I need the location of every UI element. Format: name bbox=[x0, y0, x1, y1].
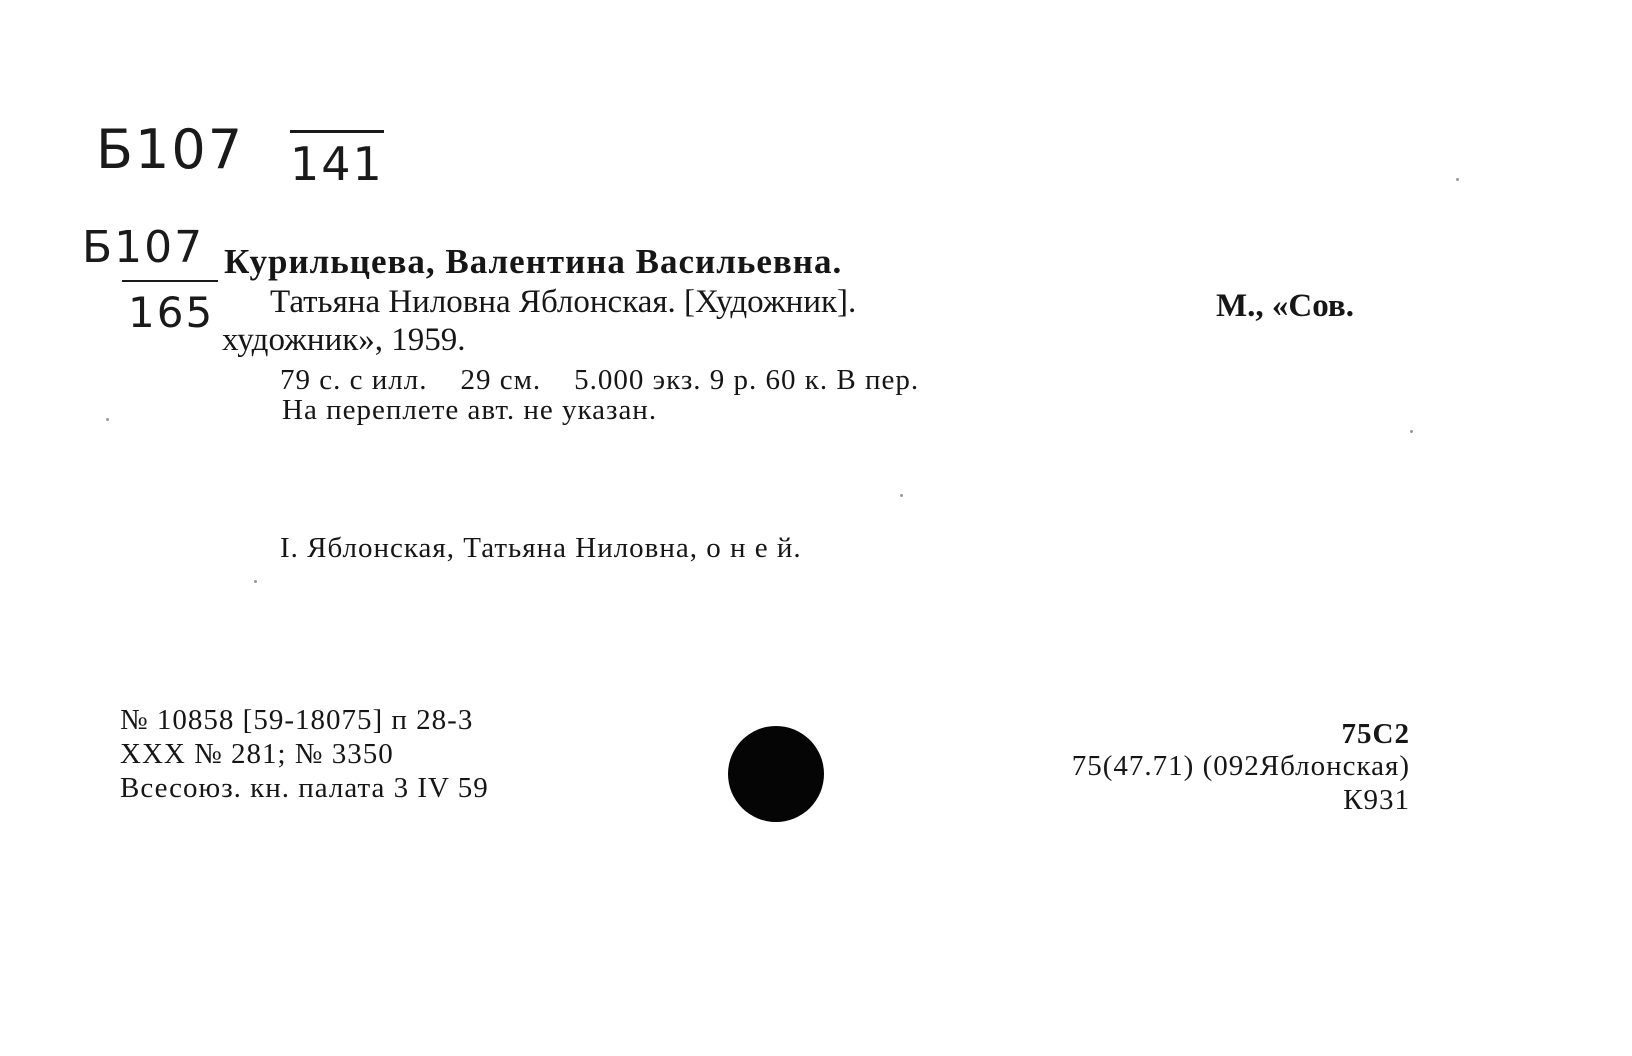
handwritten-shelfmark-top: Б107 bbox=[96, 118, 245, 181]
author-heading: Курильцева, Валентина Васильевна. bbox=[224, 242, 843, 281]
classification-code: 75С2 bbox=[1341, 718, 1410, 750]
title-statement: Татьяна Ниловна Яблонская. [Художник]. bbox=[270, 284, 857, 320]
dust-speck bbox=[1410, 430, 1413, 433]
punch-hole bbox=[728, 726, 824, 822]
udc-index: 75(47.71) (092Яблонская) bbox=[1071, 750, 1410, 782]
handwritten-call-number-rule bbox=[122, 280, 218, 282]
publisher-name-year: художник», 1959. bbox=[222, 322, 466, 358]
dust-speck bbox=[106, 418, 109, 421]
author-mark: К931 bbox=[1343, 784, 1410, 816]
registration-number: № 10858 [59-18075] п 28-3 bbox=[120, 704, 474, 736]
dust-speck bbox=[900, 494, 903, 497]
subject-tracing: I. Яблонская, Татьяна Ниловна, о н е й. bbox=[280, 532, 802, 564]
handwritten-call-number-bottom: 165 bbox=[128, 288, 215, 337]
chamber-imprint: Всесоюз. кн. палата 3 IV 59 bbox=[120, 772, 489, 804]
publisher-place: М., «Сов. bbox=[1216, 288, 1354, 324]
binding-note: На переплете авт. не указан. bbox=[282, 394, 658, 426]
dust-speck bbox=[1456, 178, 1459, 181]
handwritten-number-top: 141 bbox=[290, 130, 384, 191]
series-number: XXX № 281; № 3350 bbox=[120, 738, 394, 770]
physical-description: 79 с. с илл. 29 см. 5.000 экз. 9 р. 60 к. В пер. bbox=[280, 364, 920, 396]
dust-speck bbox=[254, 580, 257, 583]
handwritten-call-number-top: Б107 bbox=[82, 222, 205, 273]
